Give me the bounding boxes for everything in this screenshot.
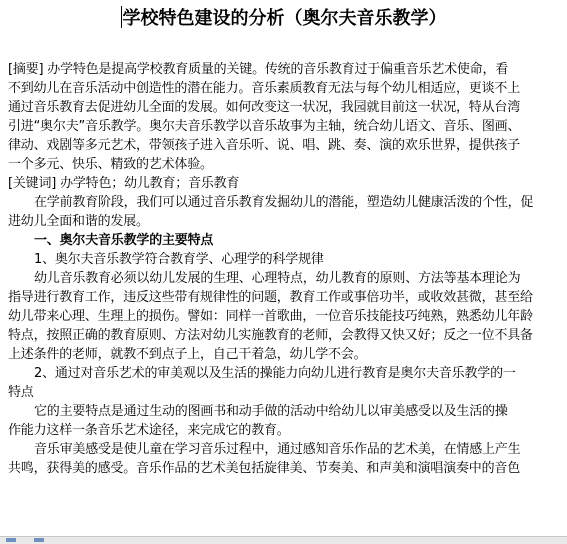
paragraph-line: 上述条件的老师，就教不到点子上，自己干着急，幼儿学不会。 bbox=[8, 347, 367, 362]
paragraph-line: 共鸣，获得美的感受。音乐作品的艺术美包括旋律美、节奏美、和声美和演唱演奏中的音色 bbox=[8, 461, 521, 476]
paragraph-line: 作能力这样一条音乐艺术途径，来完成它的教育。 bbox=[8, 423, 290, 438]
document-body[interactable] bbox=[8, 60, 562, 478]
paragraph-line: 音乐审美感受是使儿童在学习音乐过程中，通过感知音乐作品的艺术美，在情感上产生 bbox=[34, 442, 521, 457]
intro-line: 在学前教育阶段，我们可以通过音乐教育发掘幼儿的潜能，塑造幼儿健康活泼的个性，促 bbox=[34, 195, 534, 210]
document-title[interactable]: 学校特色建设的分析（奥尔夫音乐教学） bbox=[122, 8, 447, 29]
abstract-line: 不到幼儿在音乐活动中创造性的潜在能力。音乐素质教育无法与每个幼儿相适应，更谈不上 bbox=[8, 81, 521, 96]
intro-line: 进幼儿全面和谐的发展。 bbox=[8, 214, 149, 229]
subsection-heading: 1、奥尔夫音乐教学符合教育学、心理学的科学规律 bbox=[34, 252, 324, 267]
keywords-line: [关键词] 办学特色；幼儿教育；音乐教育 bbox=[8, 176, 240, 191]
subsection-heading: 2、通过对音乐艺术的审美观以及生活的操能力向幼儿进行教育是奥尔夫音乐教学的一 bbox=[34, 366, 516, 381]
taskbar-icon bbox=[34, 538, 44, 542]
status-strip bbox=[0, 536, 567, 544]
paragraph-line: 它的主要特点是通过生动的图画书和动手做的活动中给幼儿以审美感受以及生活的操 bbox=[34, 404, 508, 419]
abstract-line: 引进“奥尔夫”音乐教学。奥尔夫音乐教学以音乐故事为主轴，统合幼儿语文、音乐、图画、 bbox=[8, 119, 521, 134]
abstract-line: 律动、戏剧等多元艺术，带领孩子进入音乐听、说、唱、跳、奏、演的欢乐世界，提供孩子 bbox=[8, 138, 521, 153]
abstract-line: 通过音乐教育去促进幼儿全面的发展。如何改变这一状况，我园就目前这一状况，特从台湾 bbox=[8, 100, 521, 115]
paragraph-line: 幼儿带来心理、生理上的损伤。譬如：同样一首歌曲，一位音乐技能技巧纯熟，熟悉幼儿年龄 bbox=[8, 309, 533, 324]
text-cursor bbox=[121, 6, 122, 28]
paragraph-line: 指导进行教育工作，违反这些带有规律性的问题，教育工作或事倍功半，或收效甚微，甚至给 bbox=[8, 290, 533, 305]
document-title-line bbox=[0, 6, 567, 32]
taskbar-icon bbox=[6, 538, 16, 542]
subsection-heading: 特点 bbox=[8, 385, 34, 400]
paragraph-line: 幼儿音乐教育必须以幼儿发展的生理、心理特点，幼儿教育的原则、方法等基本理论为 bbox=[34, 271, 521, 286]
paragraph-line: 特点，按照正确的教育原则、方法对幼儿实施教育的老师，会教得又快又好；反之一位不具备 bbox=[8, 328, 533, 343]
abstract-line: [摘要] 办学特色是提高学校教育质量的关键。传统的音乐教育过于偏重音乐艺术使命，看 bbox=[8, 62, 509, 77]
abstract-line: 一个多元、快乐、精致的艺术体验。 bbox=[8, 157, 213, 172]
section-heading: 一、奥尔夫音乐教学的主要特点 bbox=[34, 233, 214, 248]
